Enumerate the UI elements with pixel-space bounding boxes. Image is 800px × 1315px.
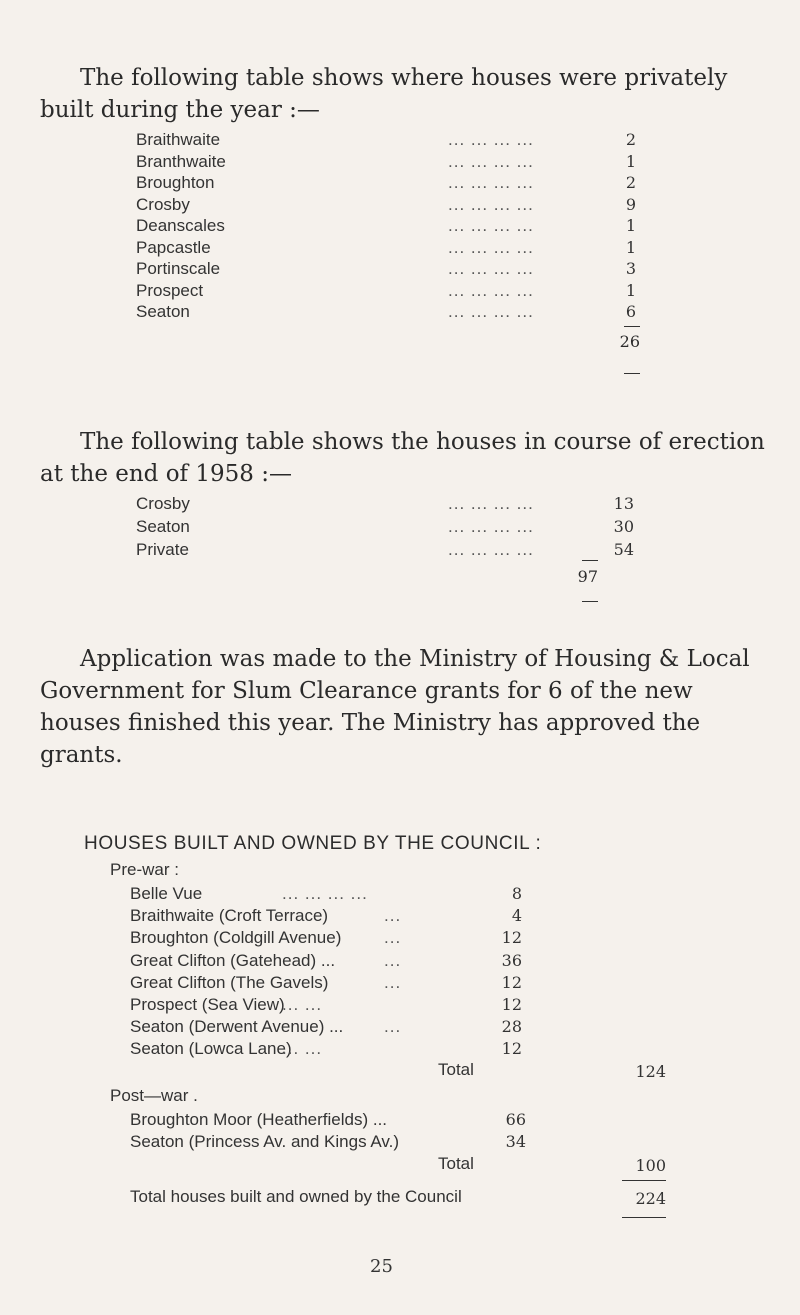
row-name: Seaton (Princess Av. and Kings Av.)	[130, 1132, 400, 1151]
row-name: Prospect (Sea View)	[130, 995, 285, 1014]
row-name: Crosby	[136, 494, 190, 513]
row-value: 8	[511, 884, 522, 903]
row-name: Broughton (Coldgill Avenue)	[130, 928, 342, 948]
row-value: 1	[625, 280, 636, 300]
council-heading: HOUSES BUILT AND OWNED BY THE COUNCIL :	[84, 833, 542, 854]
row-name: Seaton (Lowca Lane)	[130, 1039, 292, 1059]
prewar-total-label: Total	[438, 1060, 474, 1079]
row-value: 9	[625, 194, 636, 214]
table-row	[130, 1039, 650, 1065]
row-dots: ... ... ... ...	[448, 540, 534, 559]
row-value: 36	[501, 950, 522, 970]
row-name: Crosby	[136, 194, 190, 214]
row-name: Papcastle	[136, 237, 211, 257]
application-line-1: Application was made to the Ministry of Housing & Local	[80, 646, 750, 672]
grand-total-label: Total houses built and owned by the Council	[130, 1187, 462, 1206]
row-dots: ... ... ... ...	[448, 280, 534, 300]
row-dots: ...	[384, 906, 402, 926]
intro-line-2: built during the year :—	[40, 97, 320, 123]
row-dots: ...	[384, 1017, 402, 1037]
row-value: 3	[625, 259, 636, 278]
application-line-3: houses finished this year. The Ministry has approved the	[40, 710, 701, 736]
postwar-label: Post—war .	[110, 1086, 198, 1105]
row-value: 4	[511, 906, 522, 926]
row-name: Private	[136, 540, 189, 559]
row-dots: ... ... ... ...	[448, 130, 534, 149]
grand-total-rule-top	[622, 1180, 666, 1181]
row-name: Seaton (Derwent Avenue) ...	[130, 1017, 344, 1037]
row-name: Broughton	[136, 173, 215, 192]
private-total-value: 26	[619, 332, 640, 351]
intro2-line-2: at the end of 1958 :—	[40, 461, 292, 487]
row-value: 54	[613, 540, 634, 559]
erection-total-rule-bottom	[582, 601, 598, 602]
row-value: 1	[625, 216, 636, 235]
row-name: Portinscale	[136, 259, 221, 278]
row-dots: ... ... ... ...	[448, 216, 534, 235]
row-value: 28	[501, 1017, 522, 1037]
row-value: 66	[505, 1110, 526, 1129]
row-dots: ... ... ... ...	[448, 517, 534, 536]
row-name: Great Clifton (The Gavels)	[130, 972, 329, 992]
row-value: 1	[625, 237, 636, 257]
row-dots: ...	[384, 972, 402, 992]
row-value: 12	[501, 995, 522, 1014]
row-dots: ... ... ... ...	[448, 237, 534, 257]
row-dots: ... ... ... ...	[448, 302, 534, 321]
prewar-total-value: 124	[635, 1062, 666, 1081]
row-value: 6	[625, 302, 636, 321]
row-value: 12	[501, 1039, 522, 1059]
row-dots: ... ...	[282, 1039, 323, 1059]
erection-total-rule-top	[582, 560, 598, 561]
row-name: Seaton	[136, 302, 190, 321]
postwar-total-value: 100	[635, 1156, 666, 1175]
private-total-rule-top	[624, 326, 640, 327]
row-name: Braithwaite	[136, 130, 221, 149]
row-dots: ... ... ... ...	[448, 173, 534, 192]
row-value: 30	[613, 517, 634, 536]
intro2-line-1: The following table shows the houses in course of erection	[80, 429, 765, 455]
row-dots: ...	[384, 928, 402, 948]
intro-line-1: The following table shows where houses were privately	[80, 65, 728, 91]
row-name: Braithwaite (Croft Terrace)	[130, 906, 329, 926]
row-dots: ... ...	[282, 995, 323, 1014]
table-row	[136, 540, 656, 566]
row-name: Seaton	[136, 517, 190, 536]
erection-total-value: 97	[577, 567, 598, 586]
row-name: Prospect	[136, 280, 204, 300]
row-name: Great Clifton (Gatehead) ...	[130, 950, 336, 970]
row-value: 1	[625, 151, 636, 171]
private-total-rule-bottom	[624, 373, 640, 374]
row-value: 2	[625, 173, 636, 192]
row-name: Belle Vue	[130, 884, 203, 903]
application-line-2: Government for Slum Clearance grants for 6 of the new	[40, 678, 693, 704]
table-row	[136, 302, 656, 328]
row-name: Deanscales	[136, 216, 225, 235]
row-dots: ... ... ... ...	[448, 151, 534, 171]
row-dots: ... ... ... ...	[448, 494, 534, 513]
row-name: Broughton Moor (Heatherfields) ...	[130, 1110, 388, 1129]
row-dots: ...	[384, 950, 402, 970]
row-value: 12	[501, 972, 522, 992]
row-name: Branthwaite	[136, 151, 226, 171]
row-dots: ... ... ... ...	[448, 194, 534, 214]
application-line-4: grants.	[40, 742, 123, 768]
row-value: 2	[625, 130, 636, 149]
page-number: 25	[370, 1256, 393, 1277]
row-dots: ... ... ... ...	[282, 884, 368, 903]
grand-total-value: 224	[635, 1189, 666, 1208]
row-dots: ... ... ... ...	[448, 259, 534, 278]
grand-total-rule-bottom	[622, 1217, 666, 1218]
row-value: 13	[613, 494, 634, 513]
row-value: 34	[505, 1132, 526, 1151]
prewar-label: Pre-war :	[110, 860, 179, 879]
postwar-total-label: Total	[438, 1154, 474, 1173]
table-row	[130, 1132, 650, 1158]
row-value: 12	[501, 928, 522, 948]
